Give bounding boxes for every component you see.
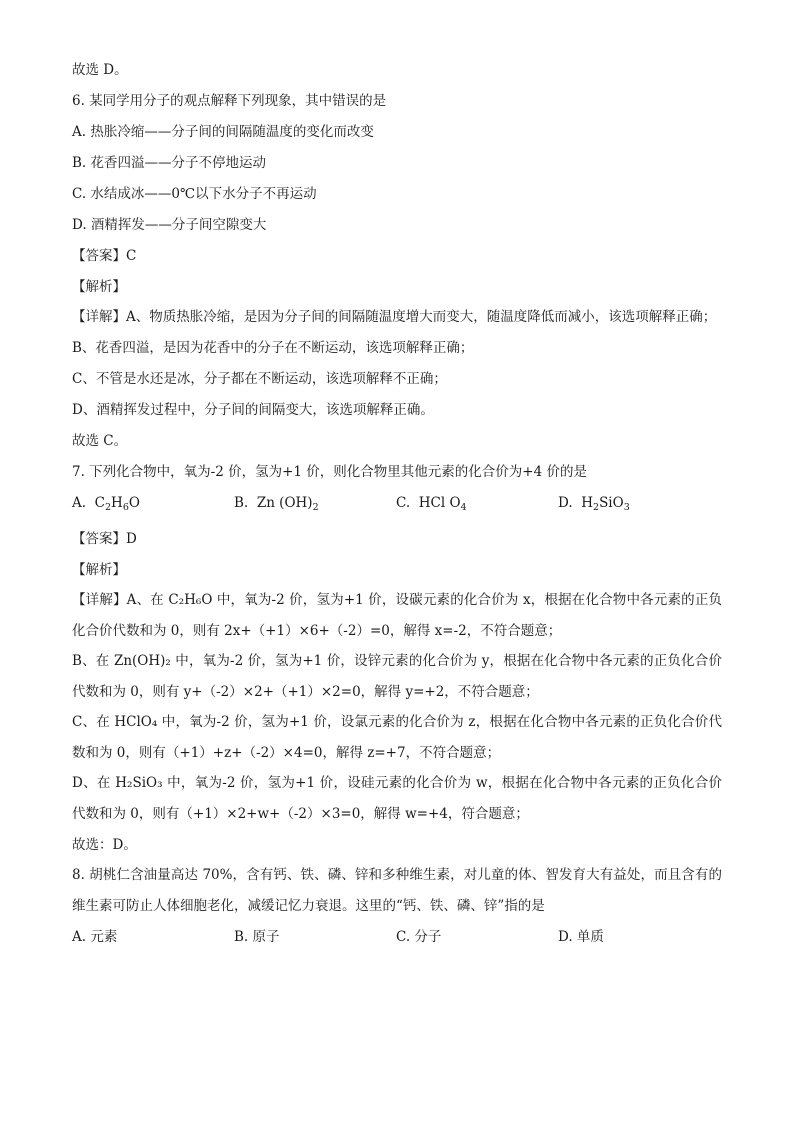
- q6-answer: [72, 246, 722, 266]
- q7-options: [72, 493, 722, 518]
- previous-answer-conclusion: 故选 D。: [72, 62, 128, 78]
- q6-detail-d: D、酒精挥发过程中，分子间的间隔变大，该选项解释正确。: [72, 402, 434, 418]
- q7-answer: [72, 529, 722, 549]
- q6-option-c: C. 水结成冰——0℃以下水分子不再运动: [72, 186, 317, 202]
- q6-stem: 6. 某同学用分子的观点解释下列现象，其中错误的是: [72, 93, 387, 109]
- q7-analysis-label: 【解析】: [72, 562, 126, 578]
- q6-detail-b: B、花香四溢，是因为花香中的分子在不断运动，该选项解释正确；: [72, 340, 474, 356]
- q6-option-d: D. 酒精挥发——分子间空隙变大: [72, 217, 267, 233]
- answer-label: 【答案】: [72, 248, 126, 264]
- q7-detail-a: 【详解】A、在 C₂H₆O 中，氧为-2 价，氢为+1 价，设碳元素的化合价为 x，根据在化合物中各元素的正负化合价代数和为 0，则有 2x+（+1）×6+（-2）=0，解得 x=-2，不符合题意；: [72, 592, 722, 639]
- document-page: [72, 60, 722, 958]
- q7-option-c: C. HCl $O_4$: [396, 495, 467, 513]
- q7-option-a: A. $C_2H_6O$: [72, 495, 140, 513]
- q6-detail-c: C、不管是水还是冰，分子都在不断运动，该选项解释不正确；: [72, 371, 447, 387]
- q7-stem: 7. 下列化合物中，氧为-2 价，氢为+1 价，则化合物里其他元素的化合价为+4 价的是: [72, 464, 587, 480]
- q7-option-b: B. Zn $(OH)_2$: [234, 495, 319, 513]
- q8-option-c: C. 分子: [396, 929, 442, 945]
- q6-analysis-label: 【解析】: [72, 279, 126, 295]
- q8-options: [72, 927, 722, 947]
- q6-option-a: A. 热胀冷缩——分子间的间隔随温度的变化而改变: [72, 124, 374, 140]
- answer-value: D: [126, 531, 137, 547]
- q7-detail-d: D、在 H₂SiO₃ 中，氧为-2 价，氢为+1 价，设硅元素的化合价为 w，根据在化合物中各元素的正负化合价代数和为 0，则有（+1）×2+w+（-2）×3=0，解得 w=+4，符合题意；: [72, 775, 722, 822]
- q7-detail-c: C、在 HClO₄ 中，氧为-2 价，氢为+1 价，设氯元素的化合价为 z，根据在化合物中各元素的正负化合价代数和为 0，则有（+1）+z+（-2）×4=0，解得 z=+7，不符合题意；: [72, 714, 722, 761]
- q8-option-b: B. 原子: [234, 929, 280, 945]
- q7-option-d: D. $H_2SiO_3$: [558, 495, 630, 513]
- q6-conclusion: 故选 C。: [72, 433, 128, 449]
- q8-option-d: D. 单质: [558, 929, 604, 945]
- q7-conclusion: 故选：D。: [72, 837, 137, 853]
- q6-detail-a: 【详解】A、物质热胀冷缩，是因为分子间的间隔随温度增大而变大，随温度降低而减小，该选项解释正确；: [72, 309, 717, 325]
- q8-option-a: A. 元素: [72, 929, 118, 945]
- q7-detail-b: B、在 Zn(OH)₂ 中，氧为-2 价，氢为+1 价，设锌元素的化合价为 y，根据在化合物中各元素的正负化合价代数和为 0，则有 y+（-2）×2+（+1）×2=0，解得 y=+2，不符合题意；: [72, 653, 722, 700]
- answer-label: 【答案】: [72, 531, 126, 547]
- answer-value: C: [126, 248, 137, 264]
- q6-option-b: B. 花香四溢——分子不停地运动: [72, 155, 267, 171]
- q8-stem: 8. 胡桃仁含油量高达 70%，含有钙、铁、磷、锌和多种维生素，对儿童的体、智发育大有益处，而且含有的维生素可防止人体细胞老化，减缓记忆力衰退。这里的“钙、铁、磷、锌”指的是: [72, 867, 722, 914]
